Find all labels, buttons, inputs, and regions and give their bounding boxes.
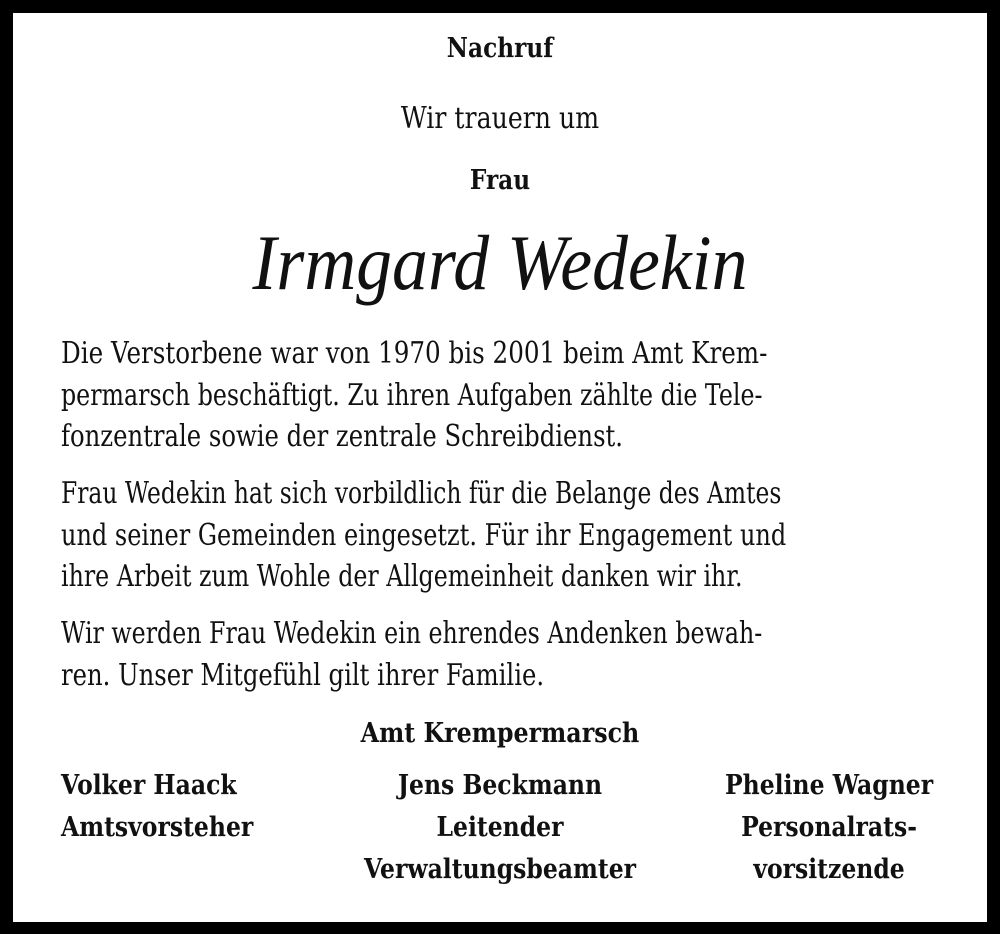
text-line: ihre Arbeit zum Wohle der Allgemeinheit danken wir ihr. (61, 559, 743, 594)
signatory-role: vorsitzende (753, 854, 905, 885)
text-line: und seiner Gemeinden eingesetzt. Für ihr Engagement und (61, 517, 787, 553)
signatory-role: Verwaltungsbeamter (363, 854, 637, 885)
text-line: permarsch beschäftigt. Zu ihren Aufgaben zählte die Tele- (61, 377, 763, 413)
signatory-role: Leitender (436, 812, 564, 843)
notice-heading: Nachruf (446, 33, 554, 64)
signatory-role: Personalrats- (741, 812, 917, 843)
text-line: Die Verstorbene war von 1970 bis 2001 beim Amt Krem- (61, 336, 768, 371)
signatory-3 (715, 765, 943, 891)
signatory-role: Amtsvorsteher (61, 812, 254, 843)
signatory-name: Pheline Wagner (724, 770, 934, 801)
signatory-name: Volker Haack (61, 770, 237, 801)
text-line: ren. Unser Mitgefühl gilt ihrer Familie. (61, 657, 545, 693)
intro-line: Wir trauern um (400, 101, 600, 136)
signatory-1 (61, 765, 253, 849)
text-line: Frau Wedekin hat sich vorbildlich für die Belange des Amtes (61, 476, 782, 511)
paragraph-condolence (61, 613, 941, 696)
signatory-name: Jens Beckmann (397, 770, 603, 801)
paragraph-employment (61, 333, 941, 458)
honorific: Frau (469, 165, 531, 196)
text-line: Wir werden Frau Wedekin ein ehrendes Andenken bewah- (61, 616, 763, 651)
deceased-name: Irmgard Wedekin (252, 219, 748, 306)
organization-name: Amt Krempermarsch (360, 718, 640, 749)
signatory-2 (355, 765, 646, 891)
paragraph-engagement (61, 473, 941, 598)
obituary-notice (13, 13, 987, 922)
text-line: fonzentrale sowie der zentrale Schreibdienst. (61, 419, 624, 454)
